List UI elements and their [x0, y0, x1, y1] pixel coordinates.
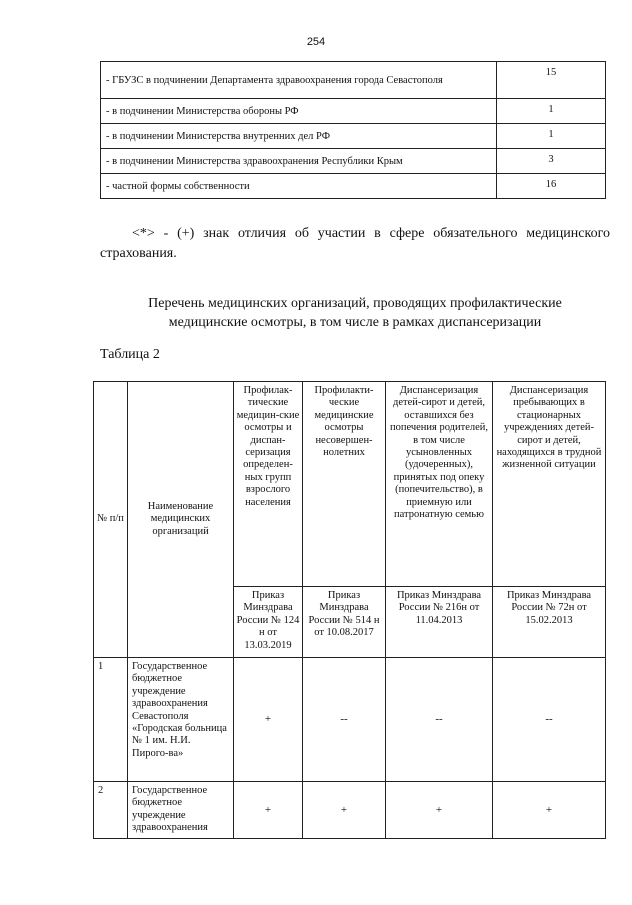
mark-cell: -- — [386, 658, 493, 782]
summary-row-label: - в подчинении Министерства здравоохранения Республики Крым — [101, 149, 497, 174]
row-number: 2 — [94, 782, 128, 839]
table-row — [101, 124, 606, 149]
summary-row-count: 16 — [497, 174, 606, 199]
table-row — [101, 99, 606, 124]
header-column-title: Профилакти-ческие медицинские осмотры несовершен-нолетних — [303, 382, 386, 587]
header-num: № п/п — [94, 382, 128, 658]
summary-row-label: - частной формы собственности — [101, 174, 497, 199]
header-column-title: Профилак-тические медицин-ские осмотры и диспан-серизация определен-ных групп взрослого населения — [234, 382, 303, 587]
table-row — [94, 658, 606, 782]
table-row — [101, 174, 606, 199]
header-column-order: Приказ Минздрава России № 216н от 11.04.2013 — [386, 587, 493, 658]
header-org-name: Наименование медицинских организаций — [128, 382, 234, 658]
summary-table — [100, 61, 606, 199]
table-header-row — [94, 382, 606, 587]
header-column-order: Приказ Минздрава России № 124 н от 13.03.2019 — [234, 587, 303, 658]
table-row — [101, 149, 606, 174]
section-title-line: Перечень медицинских организаций, проводящих профилактические — [148, 296, 562, 311]
table-row — [101, 62, 606, 99]
org-name: Государственное бюджетное учреждение здравоохранения Севастополя «Городская больница № 1 им. Н.И. Пирого-ва» — [128, 658, 234, 782]
row-number: 1 — [94, 658, 128, 782]
mark-cell: + — [386, 782, 493, 839]
summary-row-count: 15 — [497, 62, 606, 99]
organizations-table — [93, 381, 606, 839]
table-caption: Таблица 2 — [100, 347, 160, 362]
mark-cell: -- — [303, 658, 386, 782]
header-column-title: Диспансеризация детей-сирот и детей, оставшихся без попечения родителей, в том числе усыновленных (удочеренных), принятых под опеку (попечительство), в приемную или патронатную семью — [386, 382, 493, 587]
summary-row-count: 1 — [497, 124, 606, 149]
mark-cell: + — [234, 658, 303, 782]
header-column-order: Приказ Минздрава России № 72н от 15.02.2013 — [493, 587, 606, 658]
mark-cell: + — [303, 782, 386, 839]
summary-row-label: - ГБУЗС в подчинении Департамента здравоохранения города Севастополя — [101, 62, 497, 99]
section-title — [100, 294, 610, 332]
summary-row-count: 1 — [497, 99, 606, 124]
summary-row-count: 3 — [497, 149, 606, 174]
mark-cell: -- — [493, 658, 606, 782]
header-column-order: Приказ Минздрава России № 514 н от 10.08.2017 — [303, 587, 386, 658]
mark-cell: + — [493, 782, 606, 839]
footnote: <*> - (+) знак отличия об участии в сфере обязательного медицинского страхования. — [100, 226, 610, 261]
section-title-line: медицинские осмотры, в том числе в рамках диспансеризации — [168, 315, 542, 330]
mark-cell: + — [234, 782, 303, 839]
table-row — [94, 782, 606, 839]
org-name: Государственное бюджетное учреждение здравоохранения — [128, 782, 234, 839]
summary-row-label: - в подчинении Министерства обороны РФ — [101, 99, 497, 124]
page-number: 254 — [306, 36, 326, 48]
header-column-title: Диспансеризация пребывающих в стационарных учреждениях детей-сирот и детей, находящихся в трудной жизненной ситуации — [493, 382, 606, 587]
summary-row-label: - в подчинении Министерства внутренних дел РФ — [101, 124, 497, 149]
